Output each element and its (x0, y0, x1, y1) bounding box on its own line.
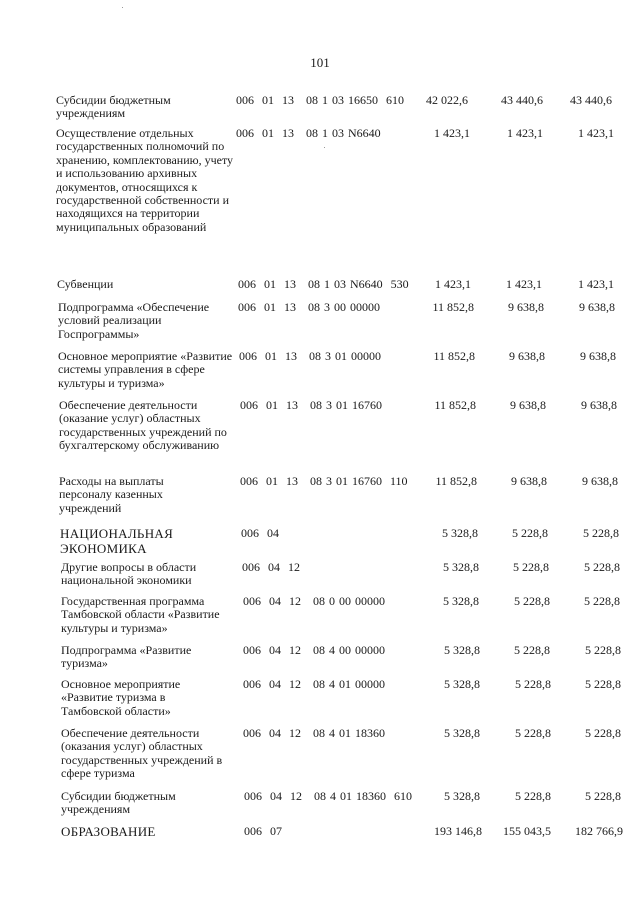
row-value-3: 5 228,8 (585, 677, 621, 691)
row-value-3: 5 228,8 (585, 726, 621, 740)
row-value-2: 5 228,8 (514, 643, 550, 657)
row-value-2: 1 423,1 (506, 277, 542, 291)
row-value-2: 5 228,8 (515, 677, 551, 691)
row-value-3: 9 638,8 (582, 474, 618, 488)
row-value-1: 11 852,8 (435, 474, 477, 488)
row-code: 006 01 13 08 1 03 N6640 (236, 126, 381, 140)
row-value-2: 43 440,6 (501, 93, 543, 107)
row-value-1: 5 328,8 (442, 526, 478, 540)
row-value-3: 1 423,1 (578, 126, 614, 140)
row-value-1: 5 328,8 (444, 726, 480, 740)
row-name: Государственная программа Тамбовской области «Развитие культуры и туризма» (61, 594, 220, 635)
row-name: Субсидии бюджетным учреждениям (61, 789, 176, 817)
row-value-3: 5 228,8 (585, 643, 621, 657)
row-value-1: 11 852,8 (432, 300, 474, 314)
row-code: 006 04 12 08 4 01 18360 (243, 726, 385, 740)
row-value-2: 155 043,5 (503, 824, 551, 838)
row-value-2: 5 228,8 (512, 526, 548, 540)
row-value-1: 5 328,8 (444, 643, 480, 657)
row-value-3: 5 228,8 (584, 594, 620, 608)
scan-speck (324, 147, 325, 148)
row-value-2: 5 228,8 (515, 789, 551, 803)
row-name: Обеспечение деятельности (оказания услуг) областных государственных учреждений в сфере туризма (61, 726, 223, 781)
row-value-2: 9 638,8 (508, 300, 544, 314)
row-name: Другие вопросы в области национальной экономики (61, 560, 197, 588)
row-name: Субсидии бюджетным учреждениям (56, 93, 171, 121)
row-name: Основное мероприятие «Развитие туризма в Тамбовской области» (61, 677, 181, 718)
row-value-2: 1 423,1 (507, 126, 543, 140)
row-value-1: 5 328,8 (444, 789, 480, 803)
row-name: Осуществление отдельных государственных полномочий по хранению, комплектованию, учету и использованию архивных документов, относящихся к государственной собственности и находящихся на территории муниципальных образований (56, 126, 234, 234)
row-value-2: 5 228,8 (515, 726, 551, 740)
row-value-1: 42 022,6 (426, 93, 468, 107)
row-code: 006 04 (241, 526, 279, 540)
row-name: НАЦИОНАЛЬНАЯ ЭКОНОМИКА (60, 526, 174, 556)
row-value-3: 9 638,8 (581, 398, 617, 412)
row-name: ОБРАЗОВАНИЕ (61, 824, 156, 839)
row-value-1: 1 423,1 (435, 277, 471, 291)
row-value-2: 9 638,8 (510, 398, 546, 412)
row-value-3: 5 228,8 (584, 560, 620, 574)
row-value-3: 182 766,9 (575, 824, 623, 838)
row-name: Расходы на выплаты персоналу казенных учреждений (59, 474, 164, 515)
row-code: 006 04 12 08 4 00 00000 (243, 643, 385, 657)
row-value-1: 5 328,8 (444, 677, 480, 691)
row-name: Подпрограмма «Обеспечение условий реализации Госпрограммы» (58, 300, 210, 341)
row-name: Обеспечение деятельности (оказание услуг) областных государственных учреждений по бухгалтерскому обслуживанию (59, 398, 227, 453)
scan-speck (122, 7, 123, 8)
row-value-1: 5 328,8 (443, 594, 479, 608)
row-value-1: 1 423,1 (434, 126, 470, 140)
row-value-3: 1 423,1 (578, 277, 614, 291)
row-value-2: 5 228,8 (513, 560, 549, 574)
page-number: 101 (310, 55, 330, 70)
row-name: Субвенции (57, 277, 114, 291)
row-value-1: 11 852,8 (433, 349, 475, 363)
row-code: 006 04 12 (242, 560, 300, 574)
row-code: 006 01 13 08 3 00 00000 (238, 300, 380, 314)
row-code: 006 01 13 08 1 03 16650 610 (236, 93, 404, 107)
row-value-1: 5 328,8 (443, 560, 479, 574)
row-code: 006 04 12 08 4 01 18360 610 (244, 789, 412, 803)
row-code: 006 01 13 08 3 01 16760 (240, 398, 382, 412)
row-name: Подпрограмма «Развитие туризма» (61, 643, 192, 671)
row-value-1: 193 146,8 (434, 824, 482, 838)
row-name: Основное мероприятие «Развитие системы управления в сфере культуры и туризма» (58, 349, 233, 390)
row-value-3: 5 228,8 (583, 526, 619, 540)
row-value-3: 43 440,6 (570, 93, 612, 107)
row-code: 006 01 13 08 3 01 16760 110 (240, 474, 408, 488)
row-code: 006 01 13 08 3 01 00000 (239, 349, 381, 363)
row-value-2: 9 638,8 (509, 349, 545, 363)
row-code: 006 04 12 08 0 00 00000 (243, 594, 385, 608)
row-code: 006 07 (244, 824, 282, 838)
row-code: 006 04 12 08 4 01 00000 (243, 677, 385, 691)
row-value-3: 9 638,8 (580, 349, 616, 363)
row-value-3: 9 638,8 (579, 300, 615, 314)
row-code: 006 01 13 08 1 03 N6640 530 (238, 277, 409, 291)
row-value-2: 9 638,8 (511, 474, 547, 488)
row-value-3: 5 228,8 (585, 789, 621, 803)
row-value-1: 11 852,8 (434, 398, 476, 412)
row-value-2: 5 228,8 (514, 594, 550, 608)
